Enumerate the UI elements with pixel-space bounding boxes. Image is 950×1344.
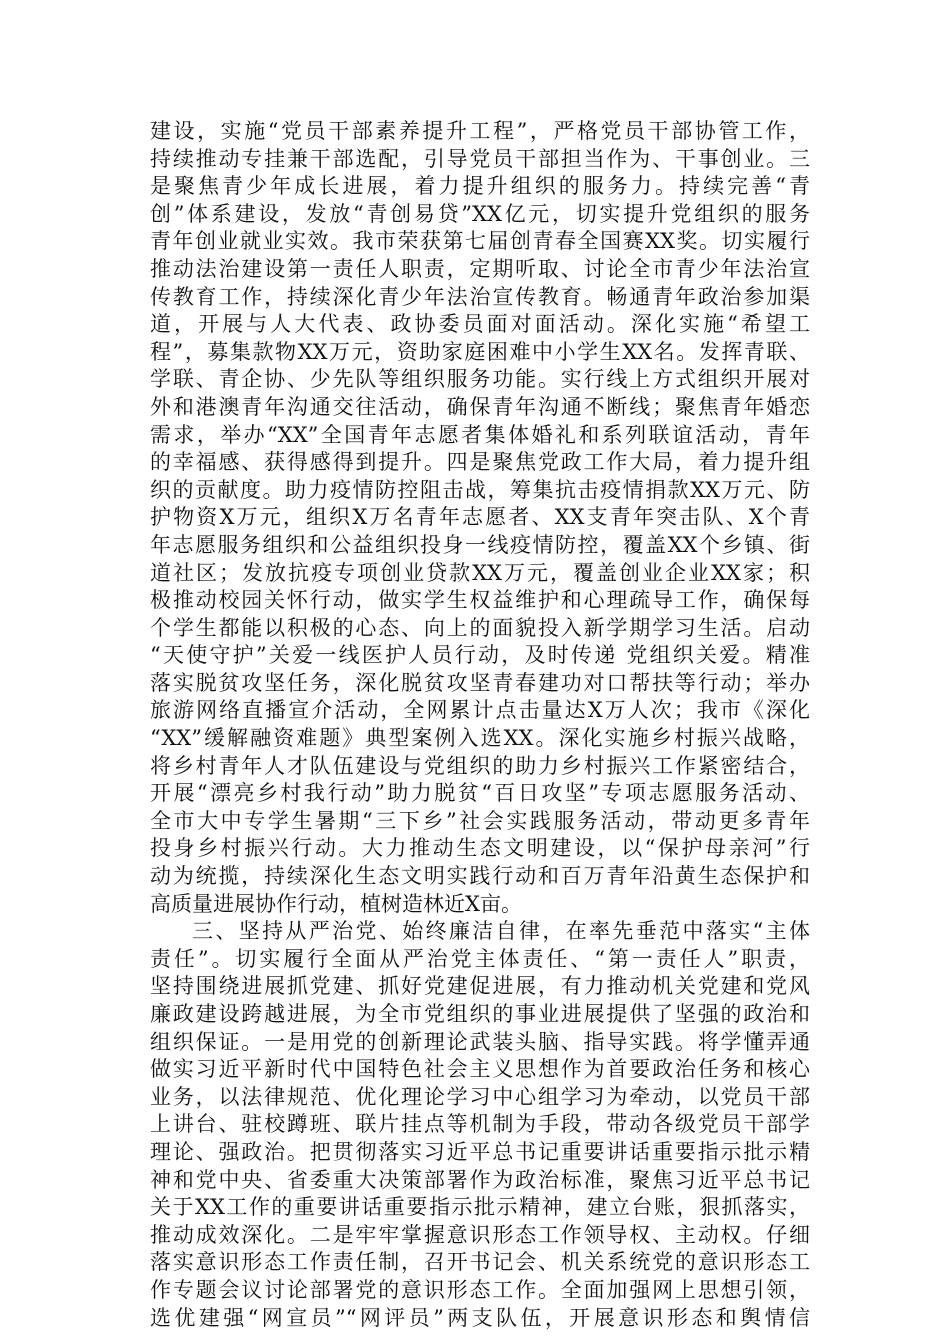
- text-line: 坚持围绕进展抓党建、抓好党建促进展，有力推动机关党建和党风: [150, 974, 810, 999]
- text-line: 持续推动专挂兼干部选配，引导党员干部担当作为、干事创业。三: [150, 146, 810, 171]
- text-line: 传教育工作，持续深化青少年法治宣传教育。畅通青年政治参加渠: [150, 284, 810, 309]
- text-line: “天使守护”关爱一线医护人员行动，及时传递 党组织关爱。精准: [150, 643, 810, 668]
- text-line: 年志愿服务组织和公益组织投身一线疫情防控，覆盖XX个乡镇、街: [150, 532, 810, 557]
- text-line: 开展“漂亮乡村我行动”助力脱贫“百日攻坚”专项志愿服务活动、: [150, 781, 810, 806]
- text-line: 是聚焦青少年成长进展，着力提升组织的服务力。持续完善“青: [150, 174, 810, 199]
- text-line: 责任”。切实履行全面从严治党主体责任、“第一责任人”职责，: [150, 946, 810, 971]
- text-line: 护物资X万元，组织X万名青年志愿者、XX支青年突击队、X个青: [150, 505, 810, 530]
- text-line: 廉政建设跨越进展，为全市党组织的事业进展提供了坚强的政治和: [150, 1002, 810, 1026]
- text-line: 动为统揽，持续深化生态文明实践行动和百万青年沿黄生态保护和: [150, 864, 810, 889]
- text-line: 青年创业就业实效。我市荣获第七届创青春全国赛XX奖。切实履行: [150, 229, 810, 254]
- text-line: 落实脱贫攻坚任务，深化脱贫攻坚青春建功对口帮扶等行动；举办: [150, 670, 810, 695]
- text-line: 上讲台、驻校蹲班、联片挂点等机制为手段，带动各级党员干部学: [150, 1112, 810, 1137]
- text-line: 选优建强“网宣员”“网评员”两支队伍，开展意识形态和舆情信: [150, 1305, 810, 1330]
- text-line: 的幸福感、获得感得到提升。四是聚焦党政工作大局，着力提升组: [150, 450, 810, 475]
- text-line: 创”体系建设，发放“青创易贷”XX亿元，切实提升党组织的服务: [150, 201, 810, 226]
- text-line: 高质量进展协作行动，植树造林近X亩。: [150, 891, 522, 916]
- text-line: 业务，以法律规范、优化理论学习中心组学习为牵动，以党员干部: [150, 1084, 810, 1109]
- text-line: 推动成效深化。二是牢牢掌握意识形态工作领导权、主动权。仔细: [150, 1222, 810, 1247]
- text-line: 神和党中央、省委重大决策部署作为政治标准，聚焦习近平总书记: [150, 1167, 810, 1192]
- text-line: 道社区；发放抗疫专项创业贷款XX万元，覆盖创业企业XX家；积: [150, 560, 810, 585]
- text-line: 推动法治建设第一责任人职责，定期听取、讨论全市青少年法治宣: [150, 256, 810, 281]
- text-line: 理论、强政治。把贯彻落实习近平总书记重要讲话重要指示批示精: [150, 1139, 810, 1164]
- text-line: 学联、青企协、少先队等组织服务功能。实行线上方式组织开展对: [150, 367, 810, 392]
- text-line: 建设，实施“党员干部素养提升工程”，严格党员干部协管工作，: [150, 119, 810, 143]
- text-line: 全市大中专学生暑期“三下乡”社会实践服务活动，带动更多青年: [150, 808, 810, 833]
- text-line: 个学生都能以积极的心态、向上的面貌投入新学期学习生活。启动: [150, 615, 810, 640]
- text-line: 落实意识形态工作责任制，召开书记会、机关系统党的意识形态工: [150, 1250, 810, 1275]
- text-line: 道，开展与人大代表、政协委员面对面活动。深化实施“希望工: [150, 312, 810, 337]
- text-line: 程”，募集款物XX万元，资助家庭困难中小学生XX名。发挥青联、: [150, 339, 810, 364]
- text-line: 将乡村青年人才队伍建设与党组织的助力乡村振兴工作紧密结合，: [150, 753, 810, 778]
- text-line: 作专题会议讨论部署党的意识形态工作。全面加强网上思想引领，: [150, 1277, 810, 1302]
- text-line: 组织保证。一是用党的创新理论武装头脑、指导实践。将学懂弄通: [150, 1029, 810, 1054]
- text-line: 做实习近平新时代中国特色社会主义思想作为首要政治任务和核心: [150, 1057, 810, 1082]
- text-line: 需求，举办“XX”全国青年志愿者集体婚礼和系列联谊活动，青年: [150, 422, 810, 447]
- text-line: 织的贡献度。助力疫情防控阻击战，筹集抗击疫情捐款XX万元、防: [150, 477, 810, 502]
- text-line: 投身乡村振兴行动。大力推动生态文明建设，以“保护母亲河”行: [150, 836, 810, 861]
- text-line: 外和港澳青年沟通交往活动，确保青年沟通不断线；聚焦青年婚恋: [150, 394, 810, 419]
- text-line: 三、坚持从严治党、始终廉洁自律，在率先垂范中落实“主体: [192, 919, 810, 944]
- text-line: “XX”缓解融资难题》典型案例入选XX。深化实施乡村振兴战略，: [150, 726, 810, 751]
- text-line: 旅游网络直播宣介活动，全网累计点击量达X万人次；我市《深化: [150, 698, 810, 723]
- text-line: 极推动校园关怀行动，做实学生权益维护和心理疏导工作，确保每: [150, 588, 810, 613]
- text-line: 关于XX工作的重要讲话重要指示批示精神，建立台账，狠抓落实，: [150, 1195, 810, 1220]
- body-text: [150, 118, 810, 1332]
